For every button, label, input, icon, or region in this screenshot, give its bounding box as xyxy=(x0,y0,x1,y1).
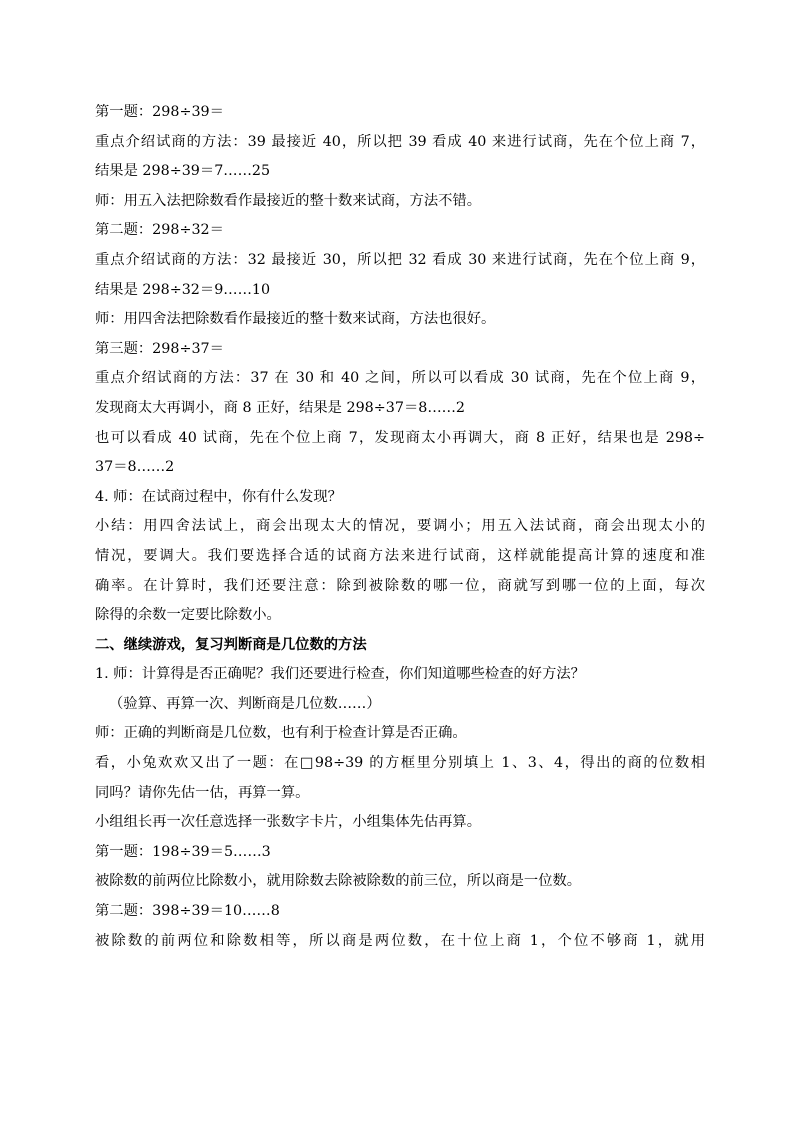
text-line: 重点介绍试商的方法：37 在 30 和 40 之间，所以可以看成 30 试商，先在个位上商 9， xyxy=(95,370,705,387)
document-body xyxy=(95,98,705,956)
text-line: 被除数的前两位和除数相等，所以商是两位数，在十位上商 1，个位不够商 1，就用 xyxy=(95,932,705,949)
text-line: 情况，要调大。我们要选择合适的试商方法来进行试商，这样就能提高计算的速度和准 xyxy=(95,547,705,564)
text-line: （验算、再算一次、判断商是几位数……） xyxy=(109,695,381,712)
text-line: 重点介绍试商的方法：32 最接近 30，所以把 32 看成 30 来进行试商，先在个位上商 9， xyxy=(95,251,705,268)
text-line: 4. 师：在试商过程中，你有什么发现？ xyxy=(95,488,342,505)
text-line: 师：用五入法把除数看作最接近的整十数来试商，方法不错。 xyxy=(95,192,482,209)
section-heading: 二、继续游戏，复习判断商是几位数的方法 xyxy=(95,636,367,653)
text-line: 也可以看成 40 试商，先在个位上商 7，发现商太小再调大，商 8 正好，结果也是 298÷ xyxy=(95,429,705,446)
text-line: 看，小兔欢欢又出了一题：在□98÷39 的方框里分别填上 1、3、4，得出的商的位数相 xyxy=(95,755,705,772)
text-line: 师：正确的判断商是几位数，也有利于检查计算是否正确。 xyxy=(95,725,467,742)
text-line: 第一题：198÷39＝5……3 xyxy=(95,843,271,860)
text-line: 除得的余数一定要比除数小。 xyxy=(95,607,281,624)
text-line: 1. 师：计算得是否正确呢？我们还要进行检查，你们知道哪些检查的好方法？ xyxy=(95,666,585,683)
text-line: 师：用四舍法把除数看作最接近的整十数来试商，方法也很好。 xyxy=(95,311,496,328)
text-line: 小组组长再一次任意选择一张数字卡片，小组集体先估再算。 xyxy=(95,814,482,831)
text-line: 确率。在计算时，我们还要注意：除到被除数的哪一位，商就写到哪一位的上面，每次 xyxy=(95,577,705,594)
text-line: 结果是 298÷39＝7……25 xyxy=(95,163,271,180)
text-line: 结果是 298÷32＝9……10 xyxy=(95,281,271,298)
text-line: 第二题：398÷39＝10……8 xyxy=(95,903,280,920)
text-line: 重点介绍试商的方法：39 最接近 40，所以把 39 看成 40 来进行试商，先在个位上商 7， xyxy=(95,133,705,150)
text-line: 第一题：298÷39＝ xyxy=(95,104,224,120)
text-line: 37＝8……2 xyxy=(95,459,175,476)
text-line: 被除数的前两位比除数小，就用除数去除被除数的前三位，所以商是一位数。 xyxy=(95,873,582,890)
text-line: 同吗？请你先估一估，再算一算。 xyxy=(95,784,310,801)
text-line: 小结：用四舍法试上，商会出现太大的情况，要调小；用五入法试商，商会出现太小的 xyxy=(95,518,705,535)
text-line: 第二题：298÷32＝ xyxy=(95,222,224,239)
text-line: 发现商太大再调小，商 8 正好，结果是 298÷37＝8……2 xyxy=(95,399,466,416)
text-line: 第三题：298÷37＝ xyxy=(95,340,224,357)
